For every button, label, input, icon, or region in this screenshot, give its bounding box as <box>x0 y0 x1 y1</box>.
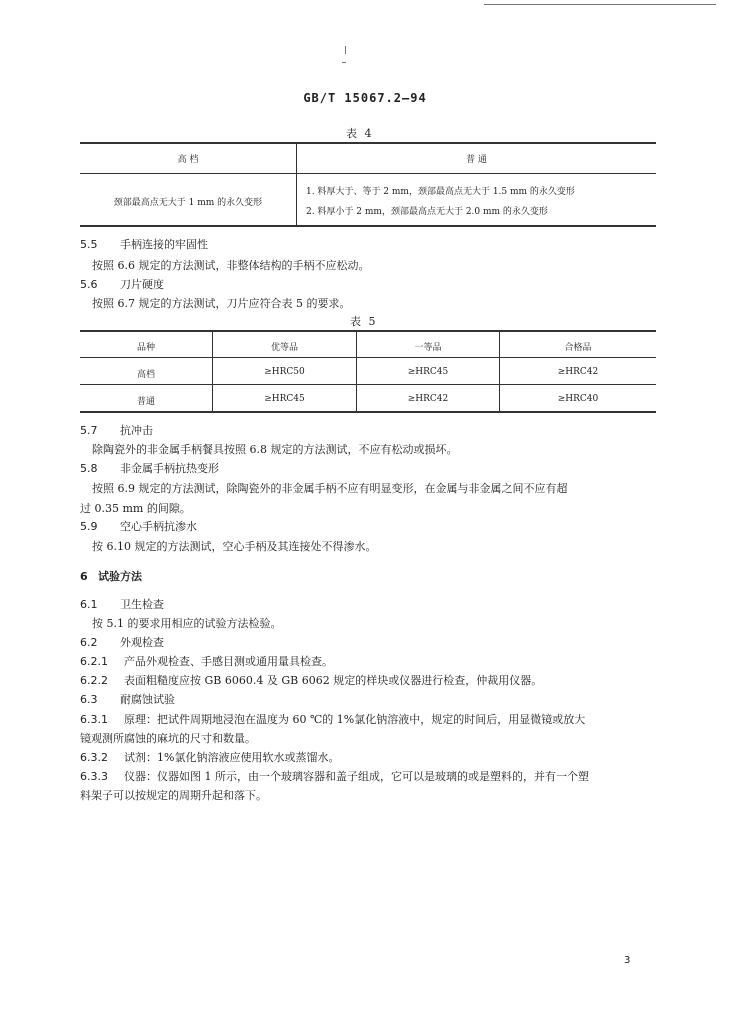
table-4-header-standard: 普 通 <box>466 155 487 165</box>
scan-edge-mark <box>484 4 716 5</box>
table-4-header-premium: 高 档 <box>177 155 199 165</box>
scan-speck <box>345 46 346 54</box>
section-6-heading: 6 试验方法 <box>80 570 142 583</box>
table-rule <box>80 173 656 174</box>
section-6-1-heading: 6.1 卫生检查 <box>80 598 164 611</box>
page-number: 3 <box>624 955 631 966</box>
scan-speck <box>342 62 346 63</box>
table-rule <box>80 225 656 227</box>
table-rule <box>80 411 656 413</box>
section-5-8-text-line-1: 按照 6.9 规定的方法测试，除陶瓷外的非金属手柄不应有明显变形，在金属与非金属之间不应有超 <box>92 482 568 495</box>
section-6-3-3-line-1: 6.3.3 仪器：仪器如图 1 所示，由一个玻璃容器和盖子组成，它可以是玻璃的或是塑料的，并有一个塑 <box>80 770 589 783</box>
section-5-5-heading: 5.5 手柄连接的牢固性 <box>80 238 208 251</box>
table-5-cell: ≥HRC45 <box>407 367 449 377</box>
section-5-8-heading: 5.8 非金属手柄抗热变形 <box>80 462 219 475</box>
section-5-9-heading: 5.9 空心手柄抗渗水 <box>80 520 197 533</box>
table-4-cell-standard-1: 1. 料厚大于、等于 2 mm，颈部最高点无大于 1.5 mm 的永久变形 <box>306 187 575 197</box>
table-rule <box>80 384 656 385</box>
table-5-cell: 普通 <box>136 397 155 407</box>
table-5-cell: ≥HRC45 <box>264 394 305 404</box>
table-rule <box>80 357 656 358</box>
table-5-header-superior: 优等品 <box>270 343 298 353</box>
table-5-header-first-grade: 一等品 <box>414 343 442 353</box>
table-5-header-qualified: 合格品 <box>564 343 592 353</box>
section-6-2-1: 6.2.1 产品外观检查、手感目测或通用量具检查。 <box>80 655 333 668</box>
section-6-1-text: 按 5.1 的要求用相应的试验方法检验。 <box>92 617 282 630</box>
section-5-6-text: 按照 6.7 规定的方法测试，刀片应符合表 5 的要求。 <box>92 297 351 310</box>
section-5-8-text-line-2: 过 0.35 mm 的间隙。 <box>80 502 191 515</box>
table-5-cell: 高档 <box>136 370 155 380</box>
table-4-cell-premium: 颈部最高点无大于 1 mm 的永久变形 <box>113 198 263 208</box>
table-rule <box>80 330 656 332</box>
section-5-7-text: 除陶瓷外的非金属手柄餐具按照 6.8 规定的方法测试，不应有松动或损坏。 <box>92 443 458 456</box>
section-6-2-2: 6.2.2 表面粗糙度应按 GB 6060.4 及 GB 6062 规定的样块或仪器进行检查，仲裁用仪器。 <box>80 674 543 687</box>
table-5-caption: 表 5 <box>350 315 378 328</box>
section-5-7-heading: 5.7 抗冲击 <box>80 424 153 437</box>
section-6-3-2: 6.3.2 试剂：1%氯化钠溶液应使用软水或蒸馏水。 <box>80 751 340 764</box>
table-4-caption: 表 4 <box>346 127 374 140</box>
table-5-cell: ≥HRC42 <box>407 394 449 404</box>
table-rule <box>80 142 656 144</box>
section-5-5-text: 按照 6.6 规定的方法测试，非整体结构的手柄不应松动。 <box>92 259 370 272</box>
section-5-6-heading: 5.6 刀片硬度 <box>80 278 164 291</box>
table-5-header-variety: 品种 <box>136 343 155 353</box>
section-6-3-heading: 6.3 耐腐蚀试验 <box>80 693 175 706</box>
table-4-cell-standard-2: 2. 料厚小于 2 mm，颈部最高点无大于 2.0 mm 的永久变形 <box>306 207 548 217</box>
section-6-3-1-line-1: 6.3.1 原理：把试件周期地浸泡在温度为 60 ℃的 1%氯化钠溶液中，规定的时间后，用显微镜或放大 <box>80 713 586 726</box>
table-5-cell: ≥HRC40 <box>557 394 599 404</box>
table-5-cell: ≥HRC42 <box>557 367 599 377</box>
standard-number: GB/T 15067.2—94 <box>303 91 427 105</box>
table-5-cell: ≥HRC50 <box>264 367 305 377</box>
section-5-9-text: 按 6.10 规定的方法测试，空心手柄及其连接处不得渗水。 <box>92 540 377 553</box>
section-6-2-heading: 6.2 外观检查 <box>80 636 164 649</box>
section-6-3-3-line-2: 料架子可以按规定的周期升起和落下。 <box>80 789 267 802</box>
section-6-3-1-line-2: 镜观测所腐蚀的麻坑的尺寸和数量。 <box>80 732 256 745</box>
